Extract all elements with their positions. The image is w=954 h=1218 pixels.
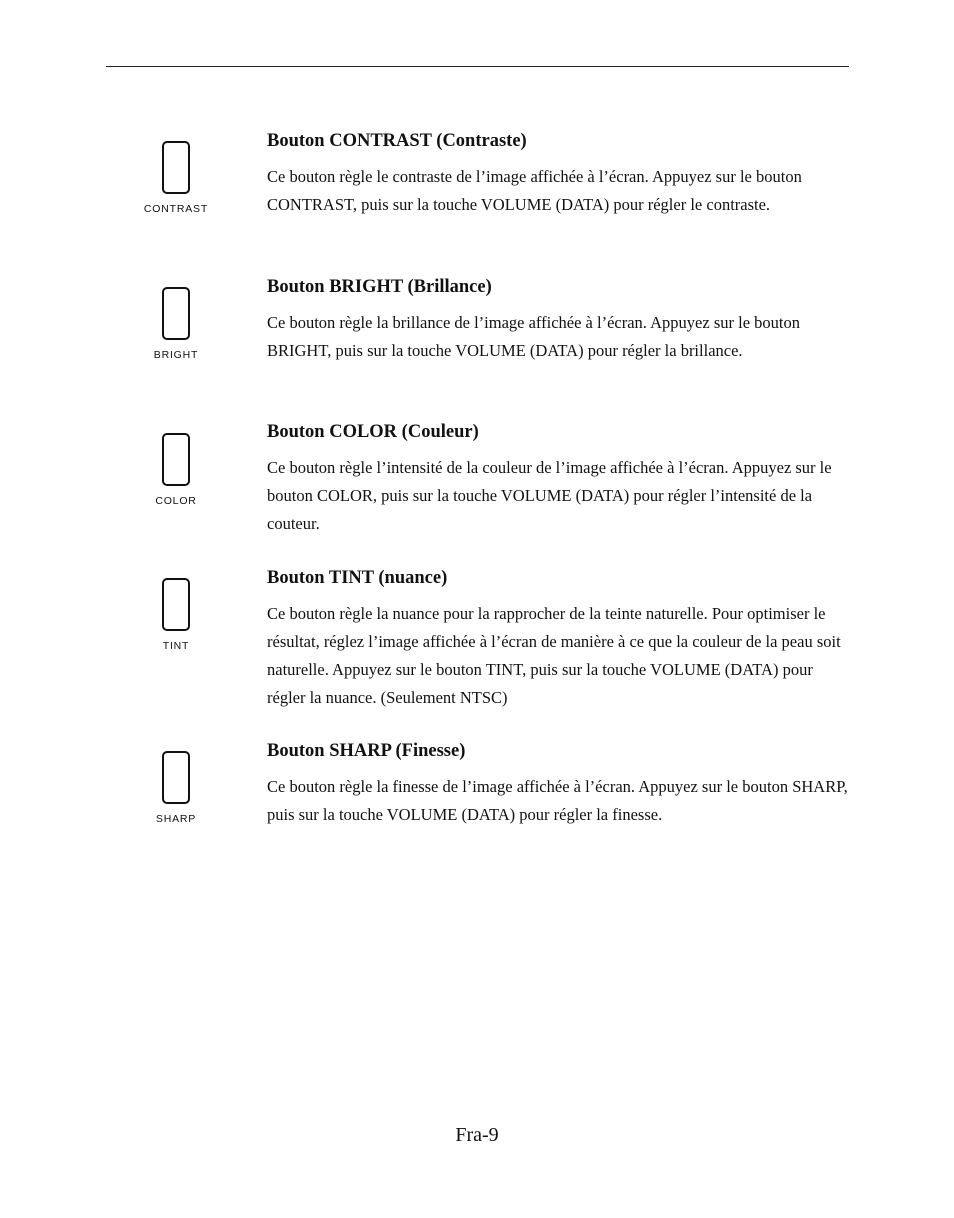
button-outline-icon: [162, 751, 190, 804]
button-label: SHARP: [155, 813, 197, 825]
sharp-button-illustration: [130, 751, 222, 825]
section-body: Ce bouton règle la brillance de l’image affichée à l’écran. Appuyez sur le bouton BRIGHT, puis sur la touche VOLUME (DATA) pour régler la brillance.: [267, 313, 800, 360]
section-body: Ce bouton règle la finesse de l’image affichée à l’écran. Appuyez sur le bouton SHARP, puis sur la touche VOLUME (DATA) pour régler la finesse.: [267, 777, 848, 824]
button-label: CONTRAST: [143, 203, 209, 215]
section-heading: Bouton CONTRAST (Contraste): [267, 131, 527, 151]
section-body: Ce bouton règle l’intensité de la couleur de l’image affichée à l’écran. Appuyez sur le bouton COLOR, puis sur la touche VOLUME (DATA) pour régler l’intensité de la couteur.: [267, 458, 832, 533]
button-outline-icon: [162, 287, 190, 340]
bright-button-illustration: [130, 287, 222, 361]
section-heading: Bouton BRIGHT (Brillance): [267, 277, 492, 297]
button-outline-icon: [162, 141, 190, 194]
color-button-illustration: [130, 433, 222, 507]
section-heading: Bouton SHARP (Finesse): [267, 741, 466, 761]
button-label: COLOR: [155, 495, 197, 507]
section-body: Ce bouton règle la nuance pour la rapprocher de la teinte naturelle. Pour optimiser le résultat, réglez l’image affichée à l’écran de manière à ce que la couleur de la peau soit naturelle. Appuyez sur le bouton TINT, puis sur la touche VOLUME (DATA) pour régler la nuance. (Seulement NTSC): [267, 604, 841, 707]
header-rule: [106, 66, 849, 67]
button-label: BRIGHT: [153, 349, 199, 361]
button-label: TINT: [162, 640, 190, 652]
button-outline-icon: [162, 578, 190, 631]
section-heading: Bouton COLOR (Couleur): [267, 422, 479, 442]
page-number: Fra-9: [455, 1124, 499, 1146]
tint-button-illustration: [130, 578, 222, 652]
section-body: Ce bouton règle le contraste de l’image affichée à l’écran. Appuyez sur le bouton CONTRAST, puis sur la touche VOLUME (DATA) pour régler le contraste.: [267, 167, 802, 214]
button-outline-icon: [162, 433, 190, 486]
section-heading: Bouton TINT (nuance): [267, 568, 448, 588]
contrast-button-illustration: [130, 141, 222, 215]
